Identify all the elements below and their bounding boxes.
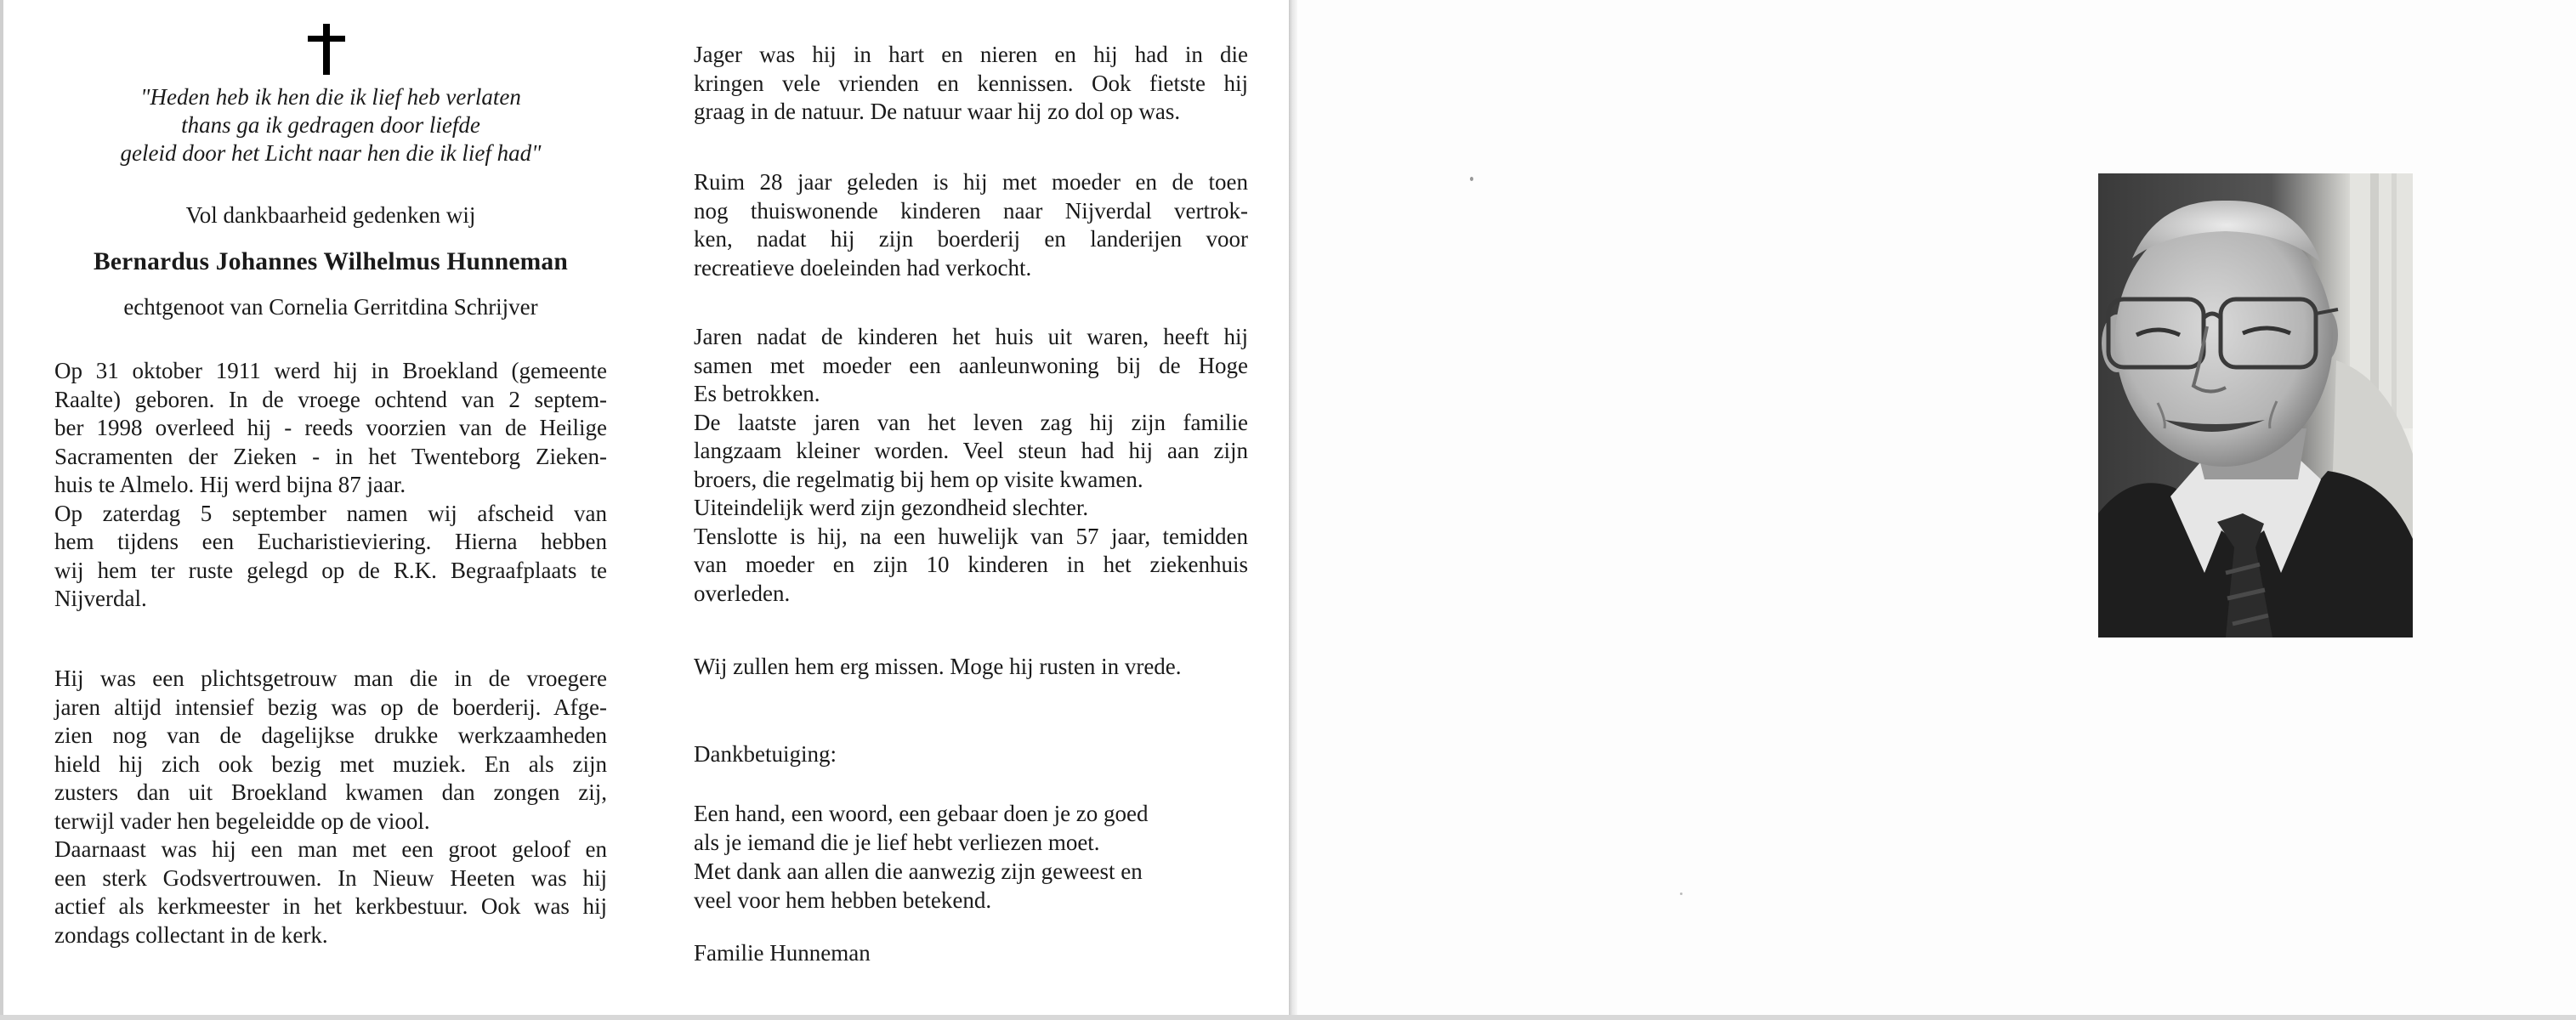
text-line: Tenslotte is hij, na een huwelijk van 57 jaar, temidden [694,523,1248,549]
paper-speck [1470,177,1473,181]
text-line: Daarnaast was hij een man met een groot geloof en [54,836,607,862]
text-line: Wij zullen hem erg missen. Moge hij rusten in vrede. [694,654,1182,679]
text-line: Es betrokken. [694,381,820,406]
text-line: ber 1998 overleed hij - reeds voorzien van de Heilige [54,415,607,440]
memorial-quote [54,83,607,167]
biography-paragraph-5 [694,323,1248,608]
text-line: kringen vele vrienden en kennissen. Ook fietste hij [694,70,1248,96]
spouse-line: echtgenoot van Cornelia Gerritdina Schrijver [123,294,538,320]
text-line: jaren altijd intensief bezig was op de boerderij. Afge- [54,694,607,720]
text-line: graag in de natuur. De natuur waar hij zo dol op was. [694,99,1181,124]
text-line: huis te Almelo. Hij werd bijna 87 jaar. [54,472,406,497]
text-line: Nijverdal. [54,586,147,611]
text-line: Sacramenten der Zieken - in het Twenteborg Zieken- [54,443,607,469]
thanks-line: als je iemand die je lief hebt verliezen moet. [694,830,1100,855]
text-line: De laatste jaren van het leven zag hij zijn familie [694,409,1248,435]
text-line: Hij was een plichtsgetrouw man die in de vroegere [54,666,607,691]
quote-line: geleid door het Licht naar hen die ik lief had" [120,140,542,166]
text-line: zusters dan uit Broekland kwamen dan zongen zij, [54,779,607,805]
page-edge [0,0,3,1015]
thanks-heading: Dankbetuiging: [694,741,837,767]
text-line: Uiteindelijk werd zijn gezondheid slechter. [694,495,1089,520]
text-line: broers, die regelmatig bij hem op visite kwamen. [694,466,1143,492]
text-line: Op zaterdag 5 september namen wij afscheid van [54,500,607,526]
closing-line [694,653,1248,682]
thanks-verse [694,799,1149,915]
quote-line: "Heden heb ik hen die ik lief heb verlaten [140,84,521,110]
biography-paragraph-4 [694,168,1248,282]
cross-icon [308,24,345,75]
text-line: zien nog van de dagelijkse drukke werkzaamheden [54,722,607,748]
text-line: overleden. [694,580,791,606]
text-line: terwijl vader hen begeleidde op de viool. [54,808,430,834]
text-line: zondags collectant in de kerk. [54,921,328,948]
text-line: langzaam kleiner worden. Veel steun had hij aan zijn [694,438,1248,463]
text-line: hem tijdens een Eucharistieviering. Hierna hebben [54,529,607,554]
text-line: Jager was hij in hart en nieren en hij had in die [694,42,1248,67]
text-line: recreatieve doeleinden had verkocht. [694,254,1032,280]
deceased-name: Bernardus Johannes Wilhelmus Hunneman [94,248,568,275]
thanks-line: Een hand, een woord, een gebaar doen je zo goed [694,801,1149,826]
text-line: Op 31 oktober 1911 werd hij in Broekland (gemeente [54,358,607,383]
biography-paragraph-1 [54,357,607,614]
family-signature: Familie Hunneman [694,940,871,966]
quote-line: thans ga ik gedragen door liefde [181,112,480,138]
text-line: nog thuiswonende kinderen naar Nijverdal vertrok- [694,197,1248,224]
thanks-line: Met dank aan allen die aanwezig zijn geweest en [694,858,1143,884]
biography-paragraph-3 [694,41,1248,127]
text-line: hield hij zich ook bezig met muziek. En als zijn [54,751,607,777]
text-line: wij hem ter ruste gelegd op de R.K. Begraafplaats te [54,557,607,583]
center-fold [1289,0,1297,1020]
text-line: Raalte) geboren. In de vroege ochtend van 2 septem- [54,386,607,412]
text-line: Ruim 28 jaar geleden is hij met moeder en de toen [694,169,1248,195]
text-line: ken, nadat hij zijn boerderij en landerijen voor [694,226,1248,252]
intro-line: Vol dankbaarheid gedenken wij [185,202,476,228]
paper-speck [1680,892,1682,895]
text-line: Jaren nadat de kinderen het huis uit waren, heeft hij [694,324,1248,349]
biography-paragraph-2 [54,665,607,949]
thanks-line: veel voor hem hebben betekend. [694,887,992,913]
bottom-edge [0,1015,2576,1020]
text-line: actief als kerkmeester in het kerkbestuur. Ook was hij [54,893,607,919]
text-line: samen met moeder een aanleunwoning bij de Hoge [694,352,1248,378]
portrait-photo [2098,173,2413,638]
text-line: van moeder en zijn 10 kinderen in het ziekenhuis [694,552,1248,577]
text-line: een sterk Godsvertrouwen. In Nieuw Heeten was hij [54,864,607,891]
